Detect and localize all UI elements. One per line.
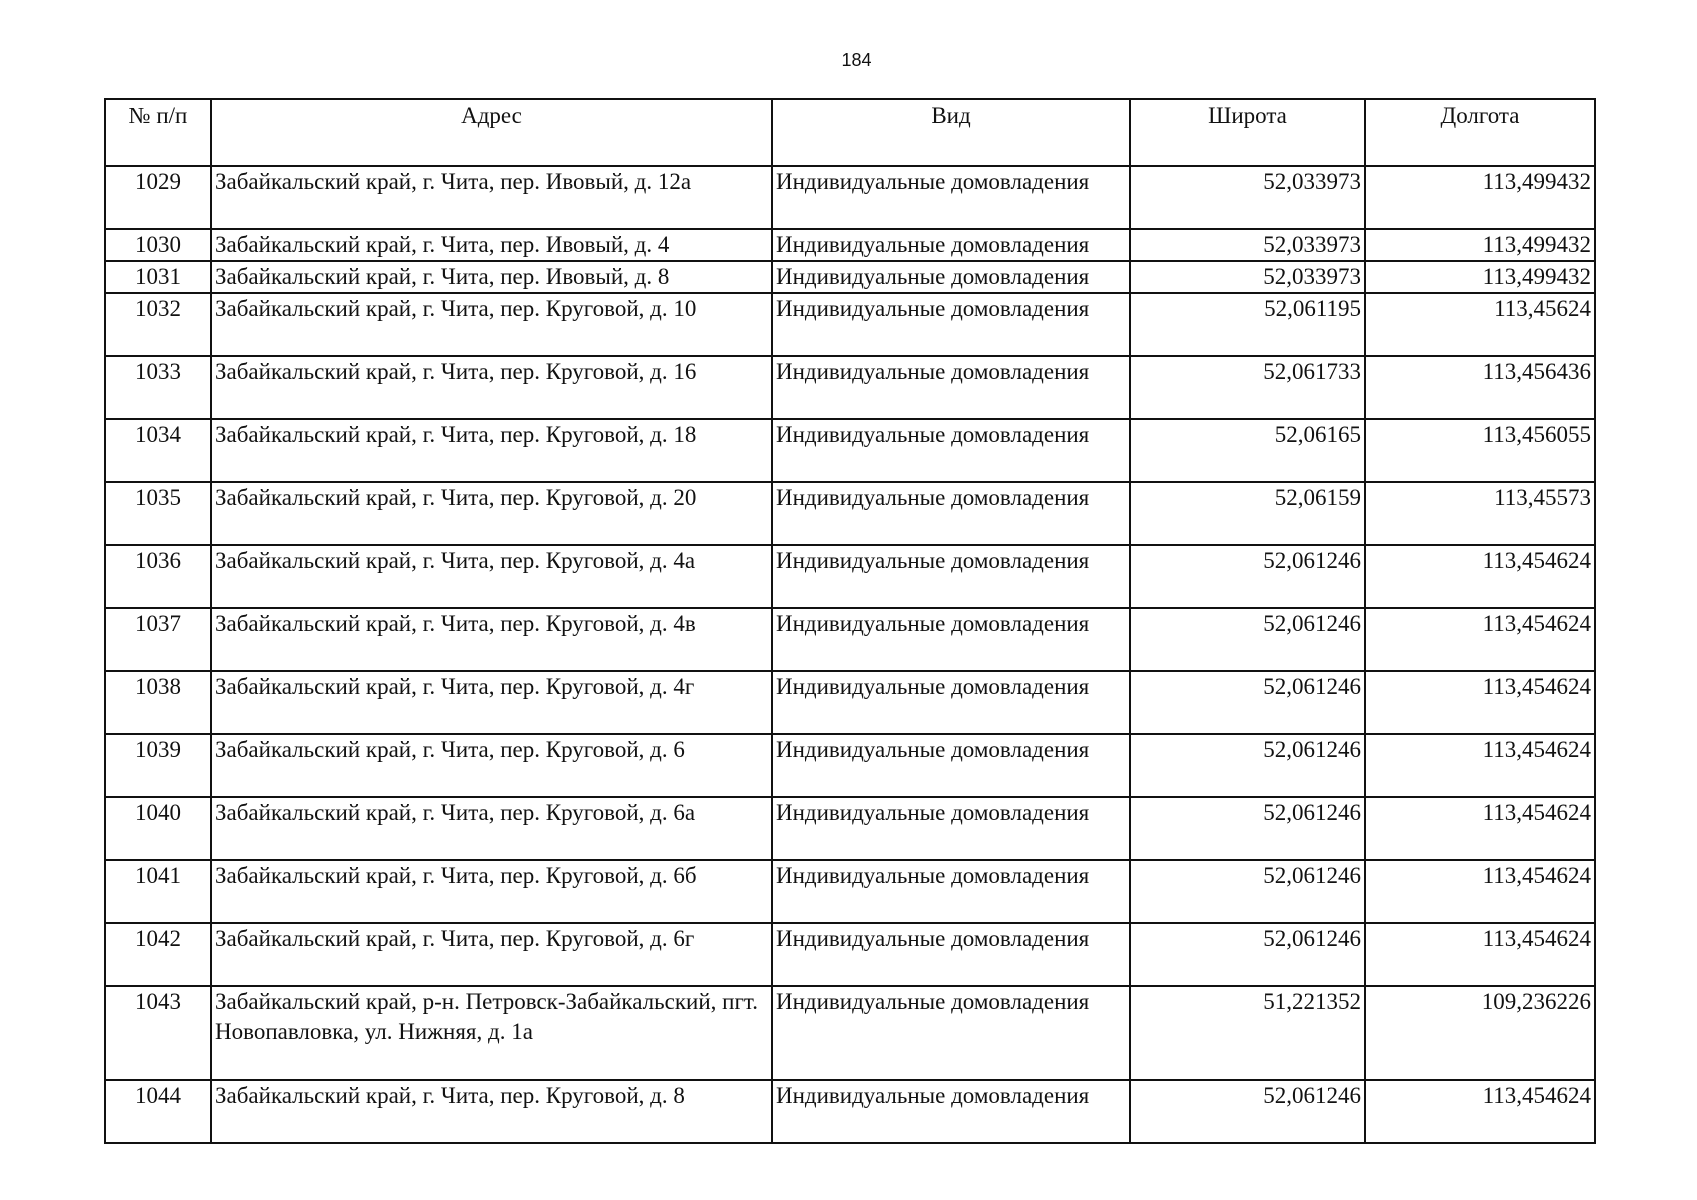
header-num: № п/п — [105, 99, 211, 166]
cell-address: Забайкальский край, г. Чита, пер. Ивовый, д. 4 — [211, 229, 772, 261]
cell-address: Забайкальский край, г. Чита, пер. Круговой, д. 4в — [211, 608, 772, 671]
cell-lon: 113,454624 — [1365, 923, 1595, 986]
header-lat: Широта — [1130, 99, 1365, 166]
cell-num: 1038 — [105, 671, 211, 734]
cell-kind: Индивидуальные домовладения — [772, 734, 1130, 797]
cell-kind: Индивидуальные домовладения — [772, 229, 1130, 261]
cell-lat: 52,033973 — [1130, 166, 1365, 229]
cell-num: 1029 — [105, 166, 211, 229]
table-row — [105, 293, 1595, 356]
cell-num: 1043 — [105, 986, 211, 1080]
table-row — [105, 261, 1595, 293]
cell-address: Забайкальский край, г. Чита, пер. Круговой, д. 6б — [211, 860, 772, 923]
table-row — [105, 671, 1595, 734]
table-row — [105, 166, 1595, 229]
cell-lat: 52,061195 — [1130, 293, 1365, 356]
cell-num: 1034 — [105, 419, 211, 482]
cell-address: Забайкальский край, г. Чита, пер. Ивовый, д. 8 — [211, 261, 772, 293]
cell-num: 1035 — [105, 482, 211, 545]
cell-lon: 113,454624 — [1365, 545, 1595, 608]
cell-lon: 113,499432 — [1365, 229, 1595, 261]
cell-kind: Индивидуальные домовладения — [772, 797, 1130, 860]
cell-lon: 113,45624 — [1365, 293, 1595, 356]
page-number: 184 — [841, 50, 872, 70]
cell-address: Забайкальский край, г. Чита, пер. Круговой, д. 8 — [211, 1080, 772, 1143]
table-row — [105, 229, 1595, 261]
cell-lon: 113,456436 — [1365, 356, 1595, 419]
cell-address: Забайкальский край, г. Чита, пер. Круговой, д. 4а — [211, 545, 772, 608]
cell-num: 1039 — [105, 734, 211, 797]
cell-address: Забайкальский край, г. Чита, пер. Круговой, д. 6г — [211, 923, 772, 986]
cell-num: 1040 — [105, 797, 211, 860]
cell-kind: Индивидуальные домовладения — [772, 166, 1130, 229]
cell-lon: 113,45573 — [1365, 482, 1595, 545]
cell-address: Забайкальский край, р-н. Петровск-Забайкальский, пгт. Новопавловка, ул. Нижняя, д. 1а — [211, 986, 772, 1080]
cell-lat: 52,033973 — [1130, 229, 1365, 261]
cell-lon: 113,454624 — [1365, 734, 1595, 797]
cell-kind: Индивидуальные домовладения — [772, 293, 1130, 356]
cell-lon: 113,454624 — [1365, 797, 1595, 860]
table-row — [105, 734, 1595, 797]
cell-kind: Индивидуальные домовладения — [772, 923, 1130, 986]
header-lon: Долгота — [1365, 99, 1595, 166]
table-header-row — [105, 99, 1595, 166]
table-row — [105, 923, 1595, 986]
cell-lon: 113,454624 — [1365, 1080, 1595, 1143]
cell-kind: Индивидуальные домовладения — [772, 419, 1130, 482]
table-row — [105, 608, 1595, 671]
cell-lon: 113,454624 — [1365, 608, 1595, 671]
cell-kind: Индивидуальные домовладения — [772, 986, 1130, 1080]
cell-kind: Индивидуальные домовладения — [772, 1080, 1130, 1143]
cell-address: Забайкальский край, г. Чита, пер. Круговой, д. 18 — [211, 419, 772, 482]
table-row — [105, 1080, 1595, 1143]
cell-num: 1041 — [105, 860, 211, 923]
cell-num: 1036 — [105, 545, 211, 608]
cell-address: Забайкальский край, г. Чита, пер. Круговой, д. 16 — [211, 356, 772, 419]
cell-num: 1030 — [105, 229, 211, 261]
cell-address: Забайкальский край, г. Чита, пер. Круговой, д. 4г — [211, 671, 772, 734]
cell-kind: Индивидуальные домовладения — [772, 356, 1130, 419]
cell-address: Забайкальский край, г. Чита, пер. Круговой, д. 10 — [211, 293, 772, 356]
cell-address: Забайкальский край, г. Чита, пер. Круговой, д. 6а — [211, 797, 772, 860]
header-address: Адрес — [211, 99, 772, 166]
cell-lat: 52,061246 — [1130, 671, 1365, 734]
cell-num: 1044 — [105, 1080, 211, 1143]
cell-lat: 52,061246 — [1130, 860, 1365, 923]
cell-kind: Индивидуальные домовладения — [772, 482, 1130, 545]
cell-lat: 52,061246 — [1130, 545, 1365, 608]
cell-address: Забайкальский край, г. Чита, пер. Круговой, д. 20 — [211, 482, 772, 545]
cell-kind: Индивидуальные домовладения — [772, 671, 1130, 734]
cell-address: Забайкальский край, г. Чита, пер. Ивовый, д. 12а — [211, 166, 772, 229]
table-row — [105, 545, 1595, 608]
cell-kind: Индивидуальные домовладения — [772, 545, 1130, 608]
cell-num: 1031 — [105, 261, 211, 293]
cell-address: Забайкальский край, г. Чита, пер. Круговой, д. 6 — [211, 734, 772, 797]
cell-num: 1042 — [105, 923, 211, 986]
cell-kind: Индивидуальные домовладения — [772, 860, 1130, 923]
cell-kind: Индивидуальные домовладения — [772, 261, 1130, 293]
cell-lon: 113,456055 — [1365, 419, 1595, 482]
cell-num: 1033 — [105, 356, 211, 419]
cell-lat: 52,033973 — [1130, 261, 1365, 293]
cell-lat: 52,06165 — [1130, 419, 1365, 482]
cell-lat: 52,061733 — [1130, 356, 1365, 419]
cell-lon: 113,454624 — [1365, 671, 1595, 734]
table-row — [105, 482, 1595, 545]
table-row — [105, 797, 1595, 860]
cell-num: 1032 — [105, 293, 211, 356]
address-table — [104, 98, 1596, 1144]
header-kind: Вид — [772, 99, 1130, 166]
table-row — [105, 419, 1595, 482]
cell-lat: 52,061246 — [1130, 1080, 1365, 1143]
cell-lon: 113,454624 — [1365, 860, 1595, 923]
cell-lat: 52,061246 — [1130, 797, 1365, 860]
cell-lat: 52,061246 — [1130, 923, 1365, 986]
table-row — [105, 986, 1595, 1080]
table-row — [105, 860, 1595, 923]
cell-lat: 51,221352 — [1130, 986, 1365, 1080]
cell-kind: Индивидуальные домовладения — [772, 608, 1130, 671]
cell-lon: 113,499432 — [1365, 166, 1595, 229]
cell-lon: 113,499432 — [1365, 261, 1595, 293]
table-row — [105, 356, 1595, 419]
cell-lat: 52,06159 — [1130, 482, 1365, 545]
cell-lon: 109,236226 — [1365, 986, 1595, 1080]
cell-lat: 52,061246 — [1130, 734, 1365, 797]
cell-lat: 52,061246 — [1130, 608, 1365, 671]
cell-num: 1037 — [105, 608, 211, 671]
